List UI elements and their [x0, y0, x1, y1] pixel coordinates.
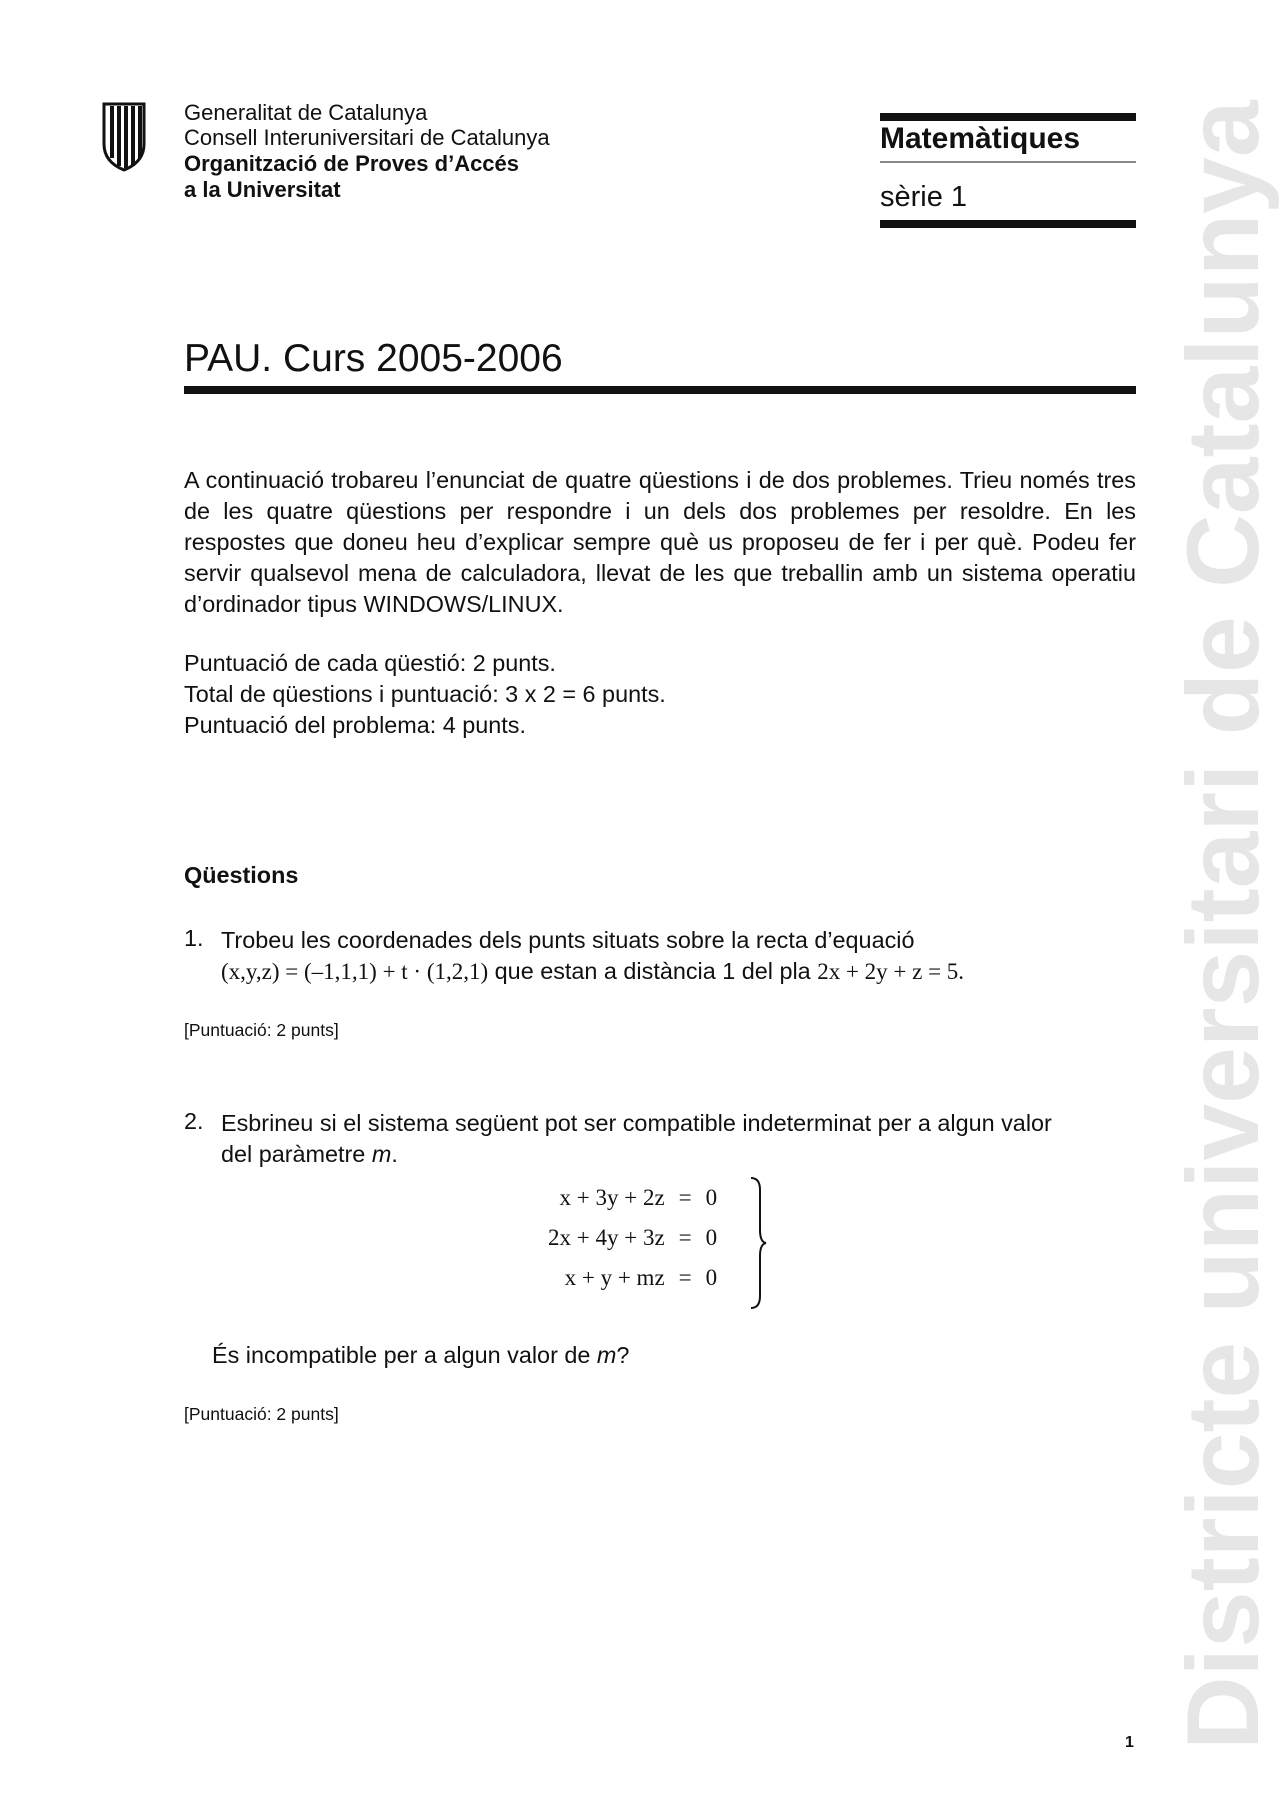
- subject-divider: [880, 161, 1136, 163]
- question-1-mid: que estan a distància 1 del pla: [494, 958, 811, 984]
- subject-title: Matemàtiques: [880, 122, 1081, 155]
- intro-paragraph: A continuació trobareu l’enunciat de quatre qüestions i de dos problemes. Trieu només tres de les quatre qüestions per respondre i un dels dos problemes per resoldre. En les respostes que doneu heu d’explicar sempre què us proposeu de fer i per què. Podeu fer servir qualsevol mena de calculadora, llevat de les que treballin amb un sistema operatiu d’ordinador tipus WINDOWS/LINUX.: [184, 467, 1136, 617]
- equation-lhs: x + y + mz: [564, 1265, 665, 1290]
- equation-lhs: 2x + 4y + 3z: [548, 1225, 665, 1250]
- equation-system: [548, 1178, 717, 1298]
- org-line-consell: Consell Interuniversitari de Catalunya: [184, 125, 550, 150]
- parameter-m: m: [371, 1141, 392, 1167]
- equation-row: [548, 1178, 717, 1218]
- equation-rhs: 0: [705, 1185, 718, 1210]
- question-2-line2-text: del paràmetre: [221, 1141, 366, 1167]
- line-equation: (x,y,z) = (–1,1,1) + t · (1,2,1): [221, 959, 489, 984]
- followup-end: ?: [616, 1342, 630, 1368]
- equation-sign: =: [678, 1185, 692, 1210]
- catalan-flag-icon: [100, 100, 148, 172]
- serie-label: sèrie 1: [880, 181, 968, 213]
- question-2-points: [Puntuació: 2 punts]: [184, 1404, 339, 1424]
- scoring-line: Puntuació de cada qüestió: 2 punts.: [184, 650, 556, 676]
- equation-rhs: 0: [705, 1265, 718, 1290]
- equation-row: [548, 1218, 717, 1258]
- subject-top-rule: [880, 113, 1136, 121]
- scoring-line: Total de qüestions i puntuació: 3 x 2 = 6 punts.: [184, 681, 666, 707]
- question-1-line1: Trobeu les coordenades dels punts situats sobre la recta d’equació: [221, 927, 915, 953]
- question-2-line1: Esbrineu si el sistema següent pot ser compatible indeterminat per a algun valor: [221, 1110, 1052, 1136]
- question-2-line2: [221, 1139, 1052, 1170]
- right-brace-icon: [748, 1176, 768, 1310]
- question-1-points: [Puntuació: 2 punts]: [184, 1020, 339, 1040]
- equation-rhs: 0: [705, 1225, 718, 1250]
- question-2-text: [221, 1108, 1052, 1170]
- page-number: 1: [1125, 1734, 1134, 1751]
- question-1-line2: [221, 956, 964, 987]
- question-1-text: [221, 925, 964, 987]
- subject-bottom-rule: [880, 220, 1136, 228]
- parameter-m: m: [596, 1342, 617, 1368]
- page-title: PAU. Curs 2005-2006: [184, 337, 563, 380]
- question-2-followup: [212, 1340, 629, 1371]
- district-watermark: Districte universitari de Catalunya: [1166, 100, 1280, 1750]
- followup-text: És incompatible per a algun valor de: [212, 1342, 591, 1368]
- section-title: Qüestions: [184, 862, 299, 888]
- equation-sign: =: [678, 1225, 692, 1250]
- equation-sign: =: [678, 1265, 692, 1290]
- plane-equation: 2x + 2y + z = 5.: [817, 959, 965, 984]
- question-1-number: 1.: [184, 925, 204, 951]
- scoring-line: Puntuació del problema: 4 punts.: [184, 712, 526, 738]
- scoring-block: [184, 648, 666, 741]
- equation-row: [548, 1258, 717, 1298]
- title-rule: [184, 386, 1136, 394]
- org-line-organitzacio: Organització de Proves d’Accés: [184, 151, 520, 176]
- question-2-line2-end: .: [391, 1141, 398, 1167]
- org-line-universitat: a la Universitat: [184, 177, 341, 202]
- equation-lhs: x + 3y + 2z: [559, 1185, 665, 1210]
- org-line-generalitat: Generalitat de Catalunya: [184, 100, 428, 125]
- question-2-number: 2.: [184, 1108, 204, 1134]
